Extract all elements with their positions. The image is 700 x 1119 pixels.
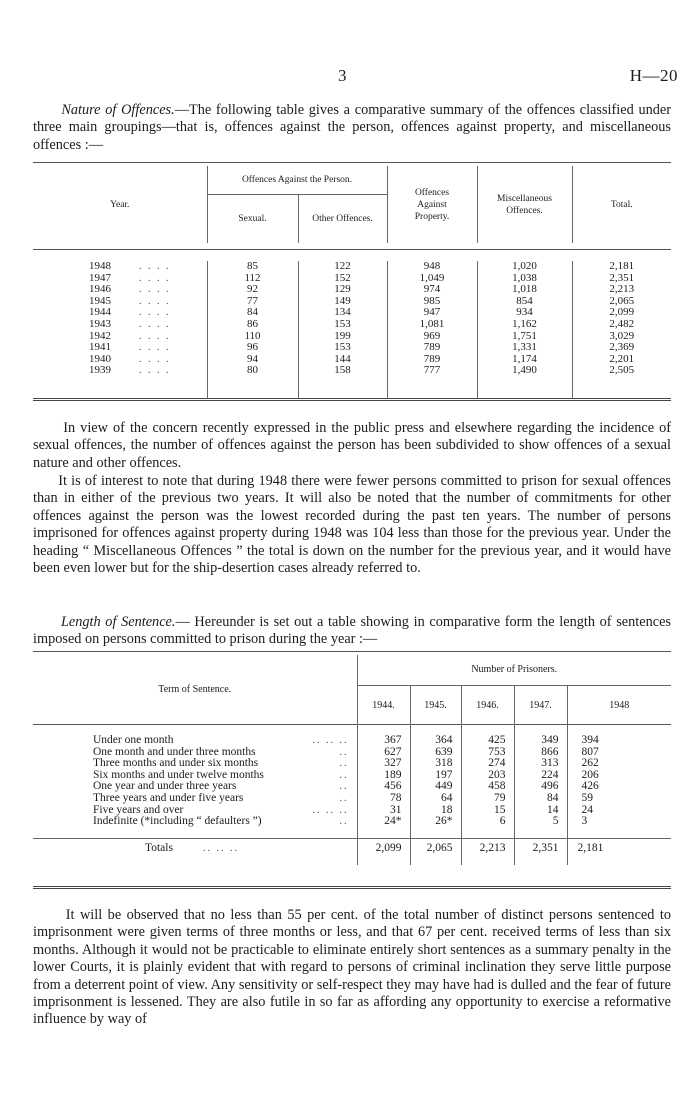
total-cell: 2,351: [572, 273, 671, 285]
totals-dots: .. .. ..: [202, 842, 239, 854]
total-cell: 2,181: [572, 261, 671, 273]
prisoners-cell: 84: [514, 793, 567, 805]
year-cell: 1946: [89, 283, 111, 296]
prisoners-cell: 6: [461, 816, 514, 828]
prisoners-cell: 15: [461, 805, 514, 817]
sexual-cell: 110: [207, 331, 298, 343]
property-cell: 969: [387, 331, 477, 343]
totals-label: Totals: [145, 841, 173, 854]
length-of-sentence-text: — Hereunder is set out a table showing in comparative form the length of sentences imposed on persons committed to prison during the year :—: [33, 614, 671, 648]
totals-row: [33, 838, 671, 865]
other-cell: 153: [298, 342, 387, 354]
prisoners-cell: 449: [410, 781, 461, 793]
prisoners-cell: 866: [514, 747, 567, 759]
sentence-length-table: [33, 655, 671, 865]
prisoners-cell: 64: [410, 793, 461, 805]
year-cell: 1948: [89, 260, 111, 272]
table1-row: [33, 319, 671, 331]
offences-table: [33, 166, 671, 399]
prisoners-cell: 5: [514, 816, 567, 828]
term-label: Six months and under twelve months: [93, 768, 264, 781]
other-cell: 153: [298, 319, 387, 331]
other-cell: 144: [298, 354, 387, 366]
property-cell: 947: [387, 307, 477, 319]
prisoners-cell: 367: [357, 735, 410, 747]
sexual-cell: 80: [207, 365, 298, 377]
prisoners-cell: 79: [461, 793, 514, 805]
misc-cell: 1,018: [477, 284, 572, 296]
leader-dots: . . . .: [139, 330, 171, 342]
col-year-header: Year.: [110, 199, 130, 210]
year-header-4: 1948: [567, 686, 671, 726]
leader-dots: ..: [339, 792, 349, 804]
year-cell: 1945: [89, 294, 111, 307]
prisoners-cell: 78: [357, 793, 410, 805]
prisoners-cell: 26*: [410, 816, 461, 828]
table1-row: [33, 273, 671, 285]
table2-top-rule: [33, 651, 671, 652]
leader-dots: .. .. ..: [312, 804, 349, 816]
nature-of-offences-text: —The following table gives a comparative summary of the offences classified under three main groupings—that is, offences against the person, offences against property, and miscellaneous offences :—: [33, 102, 672, 153]
year-cell: 1947: [89, 271, 111, 284]
property-cell: 777: [387, 365, 477, 377]
prisoners-cell: 24: [567, 805, 671, 817]
sexual-cell: 85: [207, 261, 298, 273]
prisoners-cell: 425: [461, 735, 514, 747]
page-number: 3: [338, 66, 347, 85]
prisoners-cell: 426: [567, 781, 671, 793]
year-cell: 1941: [89, 341, 111, 354]
sexual-cell: 96: [207, 342, 298, 354]
year-cell: 1939: [89, 364, 111, 377]
leader-dots: . . . .: [139, 353, 171, 365]
table1-row: [33, 354, 671, 366]
prisoners-cell: 203: [461, 770, 514, 782]
prisoners-cell: 496: [514, 781, 567, 793]
sexual-offences-paragraph: [33, 420, 671, 472]
misc-cell: 1,174: [477, 354, 572, 366]
year-header-3: 1947.: [514, 686, 567, 726]
other-cell: 122: [298, 261, 387, 273]
total-cell: 2,213: [572, 284, 671, 296]
col-total-header: Total.: [572, 166, 671, 243]
year-header-1: 1945.: [410, 686, 461, 726]
prisoners-cell: 327: [357, 758, 410, 770]
prisoners-cell: 14: [514, 805, 567, 817]
property-cell: 1,049: [387, 273, 477, 285]
table1-row: [33, 342, 671, 354]
col-misc-header: Miscellaneous Offences.: [477, 166, 572, 243]
sexual-cell: 86: [207, 319, 298, 331]
short-sentences-paragraph: [33, 907, 671, 1029]
leader-dots: .. .. ..: [312, 735, 349, 746]
leader-dots: . . . .: [139, 272, 171, 284]
term-label: One year and under three years: [93, 780, 237, 793]
commitments-text: It is of interest to note that during 1948 there were fewer persons committed to prison for sexual offences than in either of the previous two years. It will also be noted that the number of commitments for other offences against the person was the lowest recorded during the past ten years. The number of persons imprisoned for offences against property during 1948 was 104 less than those for the previous year. Under the heading “ Miscellaneous Offences ” the total is down on the number for the previous year, and it would have been even lower but for the ship-desertion cases already referred to.: [33, 473, 671, 577]
misc-cell: 1,162: [477, 319, 572, 331]
year-cell: 1943: [89, 317, 111, 330]
total-cell: 2,482: [572, 319, 671, 331]
total-cell: 2,201: [572, 354, 671, 366]
total-cell: 3,029: [572, 331, 671, 343]
term-label: Indefinite (*including “ defaulters ”): [93, 815, 262, 828]
prisoners-cell: 627: [357, 747, 410, 759]
totals-1948: 2,181: [567, 838, 671, 865]
totals-1944: 2,099: [357, 838, 410, 865]
leader-dots: . . . .: [139, 342, 171, 354]
totals-1946: 2,213: [461, 838, 514, 865]
prisoners-cell: 394: [567, 735, 671, 747]
leader-dots: ..: [339, 758, 349, 770]
table1-row: [33, 307, 671, 319]
table1-row: [33, 296, 671, 308]
sexual-offences-text: In view of the concern recently expressed in the public press and elsewhere regarding the incidence of sexual offences, the number of offences against the person has been subdivided to show offences of a sexual nature and other offences.: [33, 420, 671, 471]
other-cell: 152: [298, 273, 387, 285]
prisoners-cell: 224: [514, 770, 567, 782]
totals-1947: 2,351: [514, 838, 567, 865]
property-cell: 789: [387, 342, 477, 354]
sexual-cell: 94: [207, 354, 298, 366]
table1-row: [33, 261, 671, 273]
prisoners-cell: 753: [461, 747, 514, 759]
other-cell: 199: [298, 331, 387, 343]
col-property-header: Offences Against Property.: [387, 166, 477, 243]
prisoners-cell: 18: [410, 805, 461, 817]
leader-dots: . . . .: [139, 284, 171, 296]
table1-row: [33, 331, 671, 343]
property-cell: 789: [387, 354, 477, 366]
sexual-cell: 77: [207, 296, 298, 308]
prisoners-cell: 189: [357, 770, 410, 782]
other-cell: 158: [298, 365, 387, 377]
sexual-cell: 92: [207, 284, 298, 296]
prisoners-cell: 318: [410, 758, 461, 770]
prisoners-cell: 639: [410, 747, 461, 759]
totals-1945: 2,065: [410, 838, 461, 865]
term-label: Five years and over: [93, 803, 184, 816]
nature-of-offences-heading: Nature of Offences.: [61, 102, 175, 118]
year-header-2: 1946.: [461, 686, 514, 726]
prisoners-cell: 313: [514, 758, 567, 770]
prisoners-cell: 59: [567, 793, 671, 805]
table2-bottom-rule: [33, 886, 671, 889]
property-cell: 974: [387, 284, 477, 296]
misc-cell: 1,751: [477, 331, 572, 343]
prisoners-cell: 274: [461, 758, 514, 770]
term-label: One month and under three months: [93, 745, 256, 758]
prisoners-cell: 197: [410, 770, 461, 782]
leader-dots: . . . .: [139, 318, 171, 330]
prisoners-cell: 807: [567, 747, 671, 759]
leader-dots: . . . .: [139, 365, 171, 377]
leader-dots: ..: [339, 781, 349, 793]
misc-cell: 1,020: [477, 261, 572, 273]
nature-of-offences-paragraph: [33, 102, 671, 154]
col-number-header: Number of Prisoners.: [357, 655, 671, 686]
other-cell: 129: [298, 284, 387, 296]
misc-cell: 854: [477, 296, 572, 308]
page-header: [0, 66, 700, 90]
total-cell: 2,505: [572, 365, 671, 377]
short-sentences-text: It will be observed that no less than 55 per cent. of the total number of distinct persons sentenced to imprisonment were given terms of three months or less, and that 67 per cent. received terms of less than six months. Although it would not be practicable to eliminate entirely short sentences as a summary penalty in the lower Courts, it is plainly evident that with regard to persons of criminal inclination they serve little purpose from a deterrent point of view. Any sensitivity or self-respect they may have had is dulled and the fear of future imprisonment is lessened. They are also futile in so far as affording any opportunity to exercise a reformative influence by way of: [33, 907, 671, 1028]
term-label: Three years and under five years: [93, 791, 244, 804]
year-cell: 1944: [89, 306, 111, 319]
misc-cell: 1,038: [477, 273, 572, 285]
sentence-row: [33, 816, 671, 828]
leader-dots: ..: [339, 816, 349, 828]
table1-row: [33, 365, 671, 377]
misc-cell: 1,490: [477, 365, 572, 377]
table1-row: [33, 284, 671, 296]
prisoners-cell: 206: [567, 770, 671, 782]
prisoners-cell: 24*: [357, 816, 410, 828]
total-cell: 2,065: [572, 296, 671, 308]
year-header-0: 1944.: [357, 686, 410, 726]
sexual-cell: 112: [207, 273, 298, 285]
prisoners-cell: 349: [514, 735, 567, 747]
property-cell: 948: [387, 261, 477, 273]
term-label: Under one month: [93, 734, 174, 746]
table1-top-rule: [33, 162, 671, 163]
other-cell: 149: [298, 296, 387, 308]
sexual-cell: 84: [207, 307, 298, 319]
leader-dots: ..: [339, 769, 349, 781]
other-cell: 134: [298, 307, 387, 319]
leader-dots: . . . .: [139, 307, 171, 319]
leader-dots: . . . .: [139, 295, 171, 307]
table1-header-row: [33, 166, 671, 195]
col-term-header: Term of Sentence.: [158, 684, 232, 695]
year-cell: 1942: [89, 329, 111, 342]
length-of-sentence-heading: Length of Sentence.: [60, 614, 176, 630]
length-of-sentence-paragraph: [33, 614, 671, 649]
misc-cell: 1,331: [477, 342, 572, 354]
commitments-paragraph: [33, 473, 671, 577]
prisoners-cell: 458: [461, 781, 514, 793]
col-sexual-header: Sexual.: [207, 195, 298, 244]
total-cell: 2,369: [572, 342, 671, 354]
leader-dots: . . . .: [139, 261, 171, 272]
prisoners-cell: 31: [357, 805, 410, 817]
year-cell: 1940: [89, 352, 111, 365]
col-other-header: Other Offences.: [298, 195, 387, 244]
prisoners-cell: 3: [567, 816, 671, 828]
misc-cell: 934: [477, 307, 572, 319]
property-cell: 985: [387, 296, 477, 308]
prisoners-cell: 364: [410, 735, 461, 747]
prisoners-cell: 456: [357, 781, 410, 793]
col-person-header: Offences Against the Person.: [207, 166, 387, 195]
document-reference: H—20: [629, 66, 678, 85]
leader-dots: ..: [339, 746, 349, 758]
property-cell: 1,081: [387, 319, 477, 331]
term-label: Three months and under six months: [93, 757, 259, 770]
total-cell: 2,099: [572, 307, 671, 319]
prisoners-cell: 262: [567, 758, 671, 770]
